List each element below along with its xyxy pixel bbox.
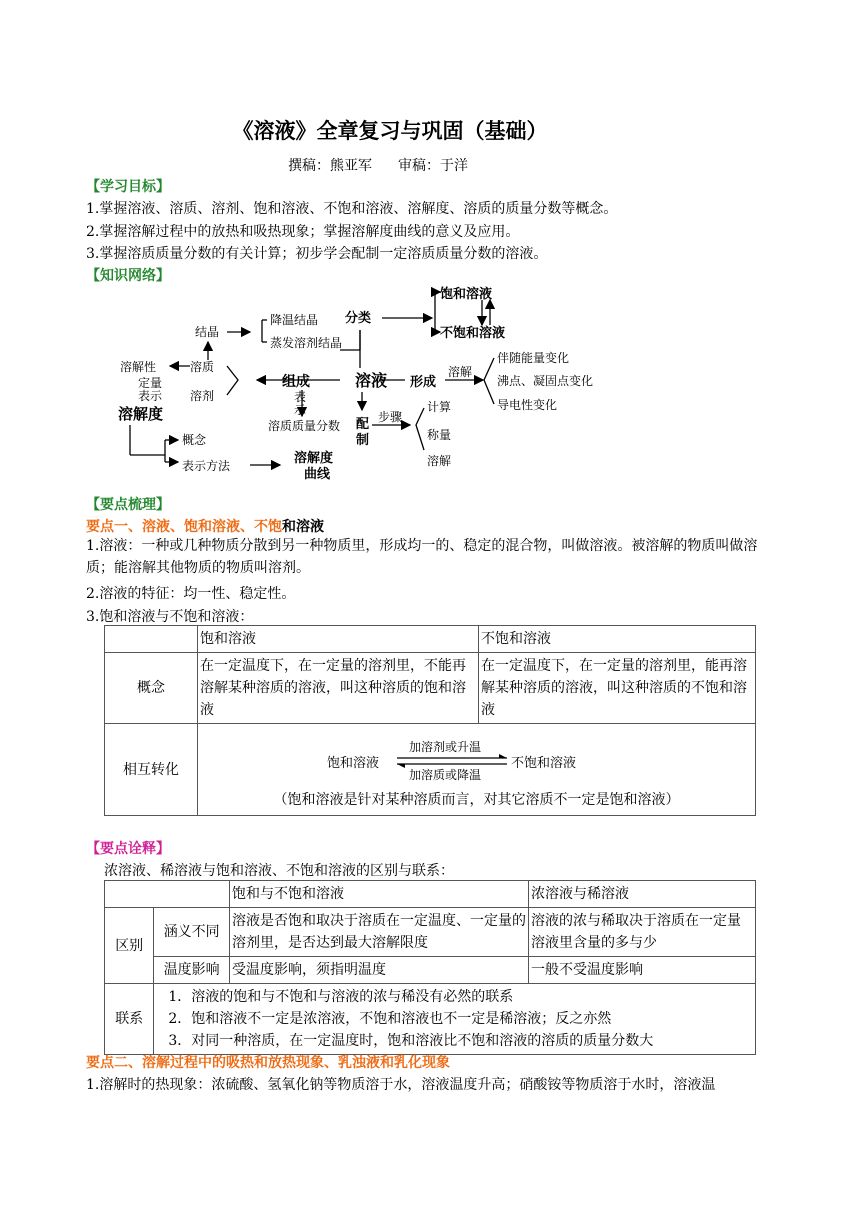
knowledge-network-diagram (100, 280, 620, 485)
writer: 撰稿：熊亚军 (288, 158, 372, 174)
node-curve1: 溶解度 (294, 451, 334, 466)
reviewer: 审稿：于洋 (398, 158, 468, 174)
page-title: 《溶液》全章复习与巩固（基础） (232, 119, 548, 143)
para-1: 1.溶液：一种或几种物质分散到另一种物质里，形成均一的、稳定的混合物，叫做溶液。被溶解的物质叫做溶质；能溶解其他物质的物质叫溶剂。 (86, 538, 758, 576)
meaning-saturation: 溶液是否饱和取决于溶质在一定温度、一定量的溶剂里，是否达到最大溶解限度 (230, 908, 529, 957)
node-curve2: 曲线 (304, 467, 331, 482)
node-mass-fraction: 溶质质量分数 (268, 419, 341, 433)
node-calc: 计算 (427, 400, 452, 414)
explain-intro: 浓溶液、稀溶液与饱和溶液、不饱和溶液的区别与联系： (104, 863, 454, 879)
node-compose: 组成 (282, 374, 310, 390)
node-method: 表示方法 (182, 459, 231, 473)
point1-title: 要点一、溶液、饱和溶液、不饱和溶液 (86, 519, 324, 535)
node-steps: 步骤 (378, 410, 403, 424)
node-evaporate: 蒸发溶剂结晶 (270, 336, 343, 350)
node-solubility-prop: 溶解性 (120, 360, 157, 374)
conv-bottom: 加溶质或降温 (408, 767, 481, 782)
concept-saturated: 在一定温度下，在一定量的溶剂里，不能再溶解某种溶质的溶液，叫这种溶质的饱和溶液 (198, 653, 479, 724)
point2-para-1: 1.溶解时的热现象：浓硫酸、氢氧化钠等物质溶于水，溶液温度升高；硝酸铵等物质溶于水时，溶液温 (86, 1077, 716, 1093)
node-quant1: 定量 (138, 376, 163, 390)
conv-left: 饱和溶液 (326, 755, 379, 771)
para-3: 3.饱和溶液与不饱和溶液： (86, 609, 254, 625)
para-2: 2.溶液的特征：均一性、稳定性。 (86, 586, 296, 602)
node-concept: 概念 (182, 433, 207, 447)
col-saturated: 饱和溶液 (198, 626, 479, 653)
node-weigh: 称量 (427, 428, 452, 442)
row-conversion-label: 相互转化 (105, 724, 198, 816)
col-unsaturated: 不饱和溶液 (479, 626, 756, 653)
col-saturation: 饱和与不饱和溶液 (230, 881, 529, 908)
node-express1: 表 (294, 390, 307, 404)
temp-concentration: 一般不受温度影响 (529, 957, 756, 984)
col-concentration: 浓溶液与稀溶液 (529, 881, 756, 908)
temp-saturation: 受温度影响，须指明温度 (230, 957, 529, 984)
explain-heading: 【要点诠释】 (86, 841, 170, 857)
node-form: 形成 (410, 375, 437, 390)
conversion-cell (198, 724, 756, 816)
goal-3: 3.掌握溶质质量分数的有关计算；初步学会配制一定溶质质量分数的溶液。 (86, 246, 548, 262)
diff-label: 区别 (105, 908, 154, 984)
node-solvent: 溶剂 (190, 389, 215, 403)
keypoints-heading: 【要点梳理】 (86, 497, 170, 513)
link-1: 1．溶液的饱和与不饱和与溶液的浓与稀没有必然的联系 (168, 989, 514, 1005)
node-quant2: 表示 (138, 389, 163, 403)
node-center: 溶液 (355, 371, 388, 390)
goals-heading: 【学习目标】 (86, 179, 170, 195)
node-express2: 示 (294, 403, 307, 417)
node-conduct: 导电性变化 (497, 398, 558, 412)
network-heading: 【知识网络】 (86, 268, 170, 284)
node-cooling: 降温结晶 (270, 313, 319, 327)
node-dissolve-step: 溶解 (427, 454, 452, 468)
node-saturated: 饱和溶液 (440, 287, 493, 302)
concentration-table (104, 880, 756, 1055)
point2-title: 要点二、溶解过程中的吸热和放热现象、乳浊液和乳化现象 (86, 1055, 450, 1071)
conversion-diagram (327, 737, 627, 783)
conv-right: 不饱和溶液 (510, 755, 576, 771)
link-label: 联系 (105, 984, 154, 1055)
concept-unsaturated: 在一定温度下，在一定量的溶剂里，能再溶解某种溶质的溶液，叫这种溶质的不饱和溶液 (479, 653, 756, 724)
node-boil: 沸点、凝固点变化 (497, 374, 594, 388)
goal-2: 2.掌握溶解过程中的放热和吸热现象；掌握溶解度曲线的意义及应用。 (86, 224, 520, 240)
node-classify: 分类 (345, 311, 372, 326)
conversion-note: （饱和溶液是针对某种溶质而言，对其它溶质不一定是饱和溶液） (273, 791, 680, 808)
temp-label: 温度影响 (154, 957, 230, 984)
meaning-label: 涵义不同 (154, 908, 230, 957)
node-dissolve: 溶解 (448, 365, 473, 379)
node-prepare2: 制 (356, 433, 370, 448)
row-concept-label: 概念 (105, 653, 198, 724)
node-unsaturated: 不饱和溶液 (440, 326, 506, 341)
link-2: 2．饱和溶液不一定是浓溶液，不饱和溶液也不一定是稀溶液；反之亦然 (168, 1011, 612, 1027)
conv-top: 加溶剂或升温 (408, 739, 481, 754)
link-3: 3．对同一种溶质，在一定温度时，饱和溶液比不饱和溶液的溶质的质量分数大 (168, 1033, 654, 1049)
meaning-concentration: 溶液的浓与稀取决于溶质在一定量溶液里含量的多与少 (529, 908, 756, 957)
node-energy: 伴随能量变化 (497, 351, 570, 365)
saturation-table (104, 625, 756, 816)
authors (288, 155, 494, 175)
node-solute: 溶质 (190, 360, 215, 374)
link-content (154, 984, 756, 1055)
node-crystal: 结晶 (195, 325, 220, 339)
node-solubility: 溶解度 (118, 405, 164, 423)
node-prepare1: 配 (356, 417, 370, 432)
goal-1: 1.掌握溶液、溶质、溶剂、饱和溶液、不饱和溶液、溶解度、溶质的质量分数等概念。 (86, 201, 618, 217)
